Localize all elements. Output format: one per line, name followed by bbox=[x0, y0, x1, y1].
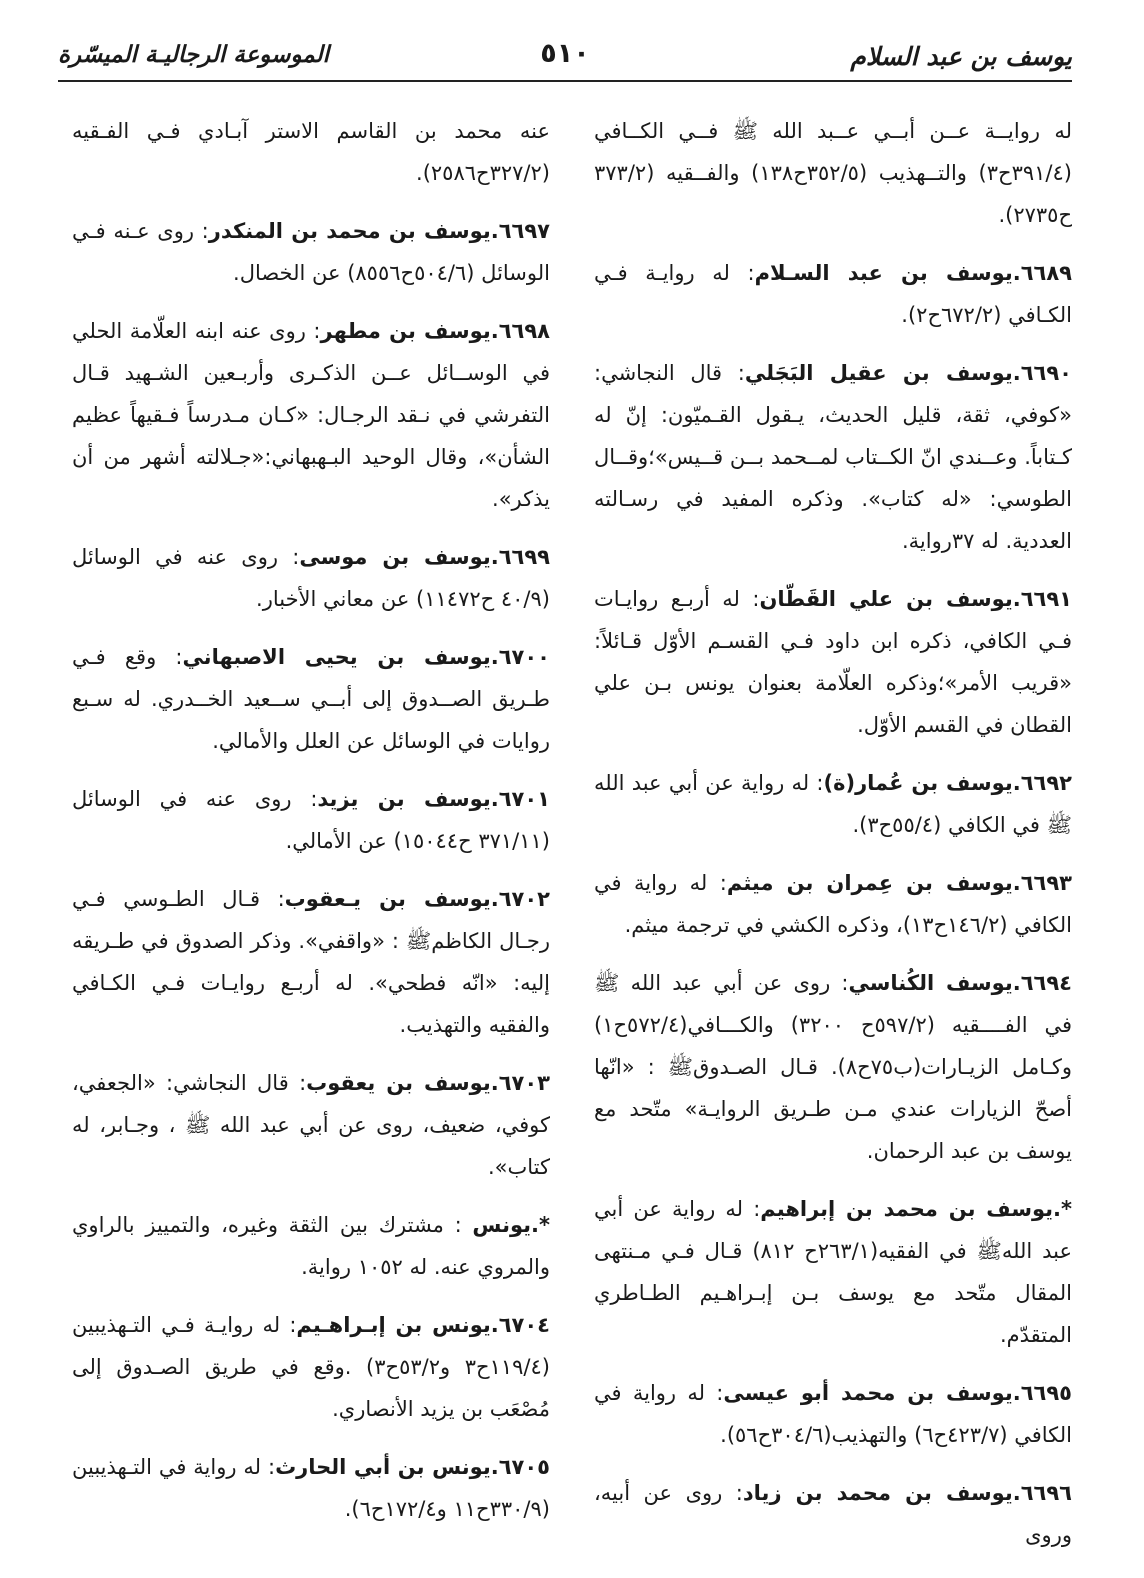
entry-number: *. bbox=[531, 1213, 550, 1237]
entry-name: يوسف الكُناسي bbox=[848, 971, 1013, 995]
right-column bbox=[594, 110, 1072, 1548]
entry-paragraph bbox=[72, 1062, 550, 1188]
entry-paragraph bbox=[594, 1372, 1072, 1456]
left-column bbox=[72, 110, 550, 1548]
entry-name: يوسف بن عقيل البَجَلي bbox=[744, 361, 1013, 385]
entry-text: : قال النجاشي: «كوفي، ثقة، قليل الحديث، يـقول القـميّون: إنّ له كـتاباً. وعــندي انّ الكــتاب لمــحمد بــن قــيس»؛وقــال الطوسي: «له كتاب». وذكره المفيد في رسـالته العددية. له ٣٧رواية. bbox=[594, 361, 1072, 553]
entry-text: : قـال الطـوسي فـي رجـال الكاظمﷺ : «واقفي». وذكر الصدوق في طـريقه إليه: «انّه فطحي». له أربـع روايـات فـي الكـافي والفقيه والتهذيب. bbox=[72, 887, 550, 1037]
page-header bbox=[58, 38, 1072, 82]
entry-paragraph bbox=[594, 352, 1072, 562]
entry-paragraph bbox=[594, 252, 1072, 336]
entry-name: يوسف بن يحيى الاصبهاني bbox=[182, 645, 491, 669]
entry-text: : روى عن أبي عبد الله ﷺ في الفــــقيه (٥٩٧/٢ح ٣٢٠٠) والكـــافي(٥٧٢/٤ح١) وكـامل الزيـارات(ب٧٥ح٨). قـال الصـدوقﷺ : «انّها أصحّ الزيارات عندي مـن طـريق الروايـة» متّحد مع يوسف بن عبد الرحمان. bbox=[594, 971, 1072, 1163]
entry-text: : له روايـة فـي الكـافي (٦٧٢/٢ح٢). bbox=[594, 261, 1072, 327]
entry-text: : له أربـع روايـات فـي الكافي، ذكره ابن داود فـي القسـم الأوّل قـائلاً: «قريب الأمر»؛وذكره العلّامة بعنوان يونس بـن علي القطان في القسم الأوّل. bbox=[594, 587, 1072, 737]
entry-text: : وقع فـي طـريق الصــدوق إلى أبــي ســعيد الخــدري. له سـبع روايات في الوسائل عن العلل والأمالي. bbox=[72, 645, 550, 753]
entry-paragraph bbox=[72, 210, 550, 294]
entry-number: ٦٦٩٤. bbox=[1012, 971, 1072, 995]
entry-paragraph bbox=[72, 536, 550, 620]
entry-text: : مشترك بين الثقة وغيره، والتمييز بالراوي والمروي عنه. له ١٠٥٢ رواية. bbox=[72, 1213, 550, 1279]
entry-name: يوسف بن موسى bbox=[299, 545, 491, 569]
entry-text: : روى عـنه فـي الوسائل (٥٠٤/٦ح٨٥٥٦) عن الخصال. bbox=[72, 219, 550, 285]
entry-name: يوسف بن محمد بن زياد bbox=[742, 1481, 1013, 1505]
entry-text: : له رواية في الكافي (١٤٦/٢ح١٣)، وذكره الكشي في ترجمة ميثم. bbox=[594, 871, 1072, 937]
entry-name: يوسف بن عبد السـلام bbox=[754, 261, 1013, 285]
entry-text: : قال النجاشي: «الجعفي، كوفي، ضعيف، روى عن أبي عبد الله ﷺ ، وجـابر، له كتاب». bbox=[72, 1071, 550, 1179]
entry-name: يونس بن إبـراهـيم bbox=[296, 1313, 491, 1337]
entry-name: يوسف بن مطهر bbox=[320, 319, 491, 343]
entry-text: : له رواية في الكافي (٤٢٣/٧ح٦) والتهذيب(٣٠٤/٦ح٥٦). bbox=[594, 1381, 1072, 1447]
entry-paragraph bbox=[72, 1304, 550, 1430]
entry-paragraph bbox=[594, 1188, 1072, 1356]
entry-name: يوسف بن محمد بن إبراهيم bbox=[760, 1197, 1054, 1221]
entry-name: يونس بن أبي الحارث bbox=[275, 1455, 491, 1479]
entry-paragraph bbox=[594, 762, 1072, 846]
entry-text: : روى عن أبيه، وروى bbox=[594, 1481, 1072, 1547]
entry-text: له روايــة عــن أبــي عــبد الله ﷺ فــي الكــافي (٣٩١/٤ح٣) والتــهذيب (٣٥٢/٥ح١٣٨) والفــقيه (٣٧٣/٢ ح٢٧٣٥). bbox=[594, 119, 1072, 227]
entry-text: : له رواية في التـهذيبين (٣٣٠/٩ح١١ و١٧٢/٤ح٦). bbox=[72, 1455, 550, 1521]
entry-name: يوسف بن عُمار(ة) bbox=[823, 771, 1013, 795]
entry-number: ٦٧٠٠. bbox=[490, 645, 550, 669]
entry-text: : له روايـة فـي التـهذيبين (١١٩/٤ح٣ و٥٣/٢ح٣) .وقع في طريق الصـدوق إلى مُصْعَب بن يزيد الأنصاري. bbox=[72, 1313, 550, 1421]
entry-paragraph bbox=[594, 578, 1072, 746]
entry-number: ٦٦٨٩. bbox=[1012, 261, 1072, 285]
entry-number: ٦٦٩٩. bbox=[490, 545, 550, 569]
header-book-title: الموسوعة الرجاليـة الميسّرة bbox=[58, 42, 330, 68]
entry-paragraph bbox=[72, 110, 550, 194]
entry-paragraph bbox=[72, 878, 550, 1046]
entry-name: يوسف بن محمد بن المنكدر bbox=[208, 219, 491, 243]
entry-paragraph bbox=[594, 862, 1072, 946]
entry-paragraph bbox=[72, 1204, 550, 1288]
entry-number: ٦٦٩٣. bbox=[1012, 871, 1072, 895]
entry-number: ٦٦٩٢. bbox=[1012, 771, 1072, 795]
entry-paragraph bbox=[594, 110, 1072, 236]
entry-number: ٦٦٩٨. bbox=[490, 319, 550, 343]
entry-number: ٦٦٩١. bbox=[1012, 587, 1072, 611]
entry-number: ٦٦٩٦. bbox=[1012, 1481, 1072, 1505]
entry-paragraph bbox=[594, 962, 1072, 1172]
entry-paragraph bbox=[72, 636, 550, 762]
entry-paragraph bbox=[72, 1446, 550, 1530]
entry-number: *. bbox=[1053, 1197, 1072, 1221]
entry-text: : روى عنه في الوسائل (٣٧١/١١ ح١٥٠٤٤) عن الأمالي. bbox=[72, 787, 550, 853]
entry-text: : له رواية عن أبي عبد اللهﷺ في الفقيه(٢٦٣/١ح ٨١٢) قـال فـي مـنتهى المقال متّحد مع يوسف بـن إبـراهـيم الطـاطري المتقدّم. bbox=[594, 1197, 1072, 1347]
page-number: ٥١٠ bbox=[540, 38, 590, 69]
entry-number: ٦٧٠٢. bbox=[490, 887, 550, 911]
entry-name: يونس bbox=[472, 1213, 532, 1237]
entry-text: : روى عنه في الوسائل (٤٠/٩ ح١١٤٧٢) عن معاني الأخبار. bbox=[72, 545, 550, 611]
entry-paragraph bbox=[594, 1472, 1072, 1548]
entry-number: ٦٦٩٥. bbox=[1012, 1381, 1072, 1405]
entry-paragraph bbox=[72, 310, 550, 520]
entry-number: ٦٦٩٧. bbox=[490, 219, 550, 243]
entry-number: ٦٧٠٤. bbox=[490, 1313, 550, 1337]
entry-number: ٦٧٠٥. bbox=[490, 1455, 550, 1479]
entry-number: ٦٦٩٠. bbox=[1012, 361, 1072, 385]
entry-text: : له رواية عن أبي عبد الله ﷺ في الكافي (٥٥/٤ح٣). bbox=[594, 771, 1072, 837]
entry-text: عنه محمد بن القاسم الاستر آبـادي فـي الفـقيه (٣٢٧/٢ح٢٥٨٦). bbox=[72, 119, 550, 185]
entry-name: يوسف بن محمد أبو عيسى bbox=[723, 1381, 1013, 1405]
entry-number: ٦٧٠٣. bbox=[490, 1071, 550, 1095]
entry-name: يوسف بن يـعقوب bbox=[284, 887, 491, 911]
entry-paragraph bbox=[72, 778, 550, 862]
header-entry-title: يوسف بن عبد السلام bbox=[850, 42, 1072, 71]
entry-name: يوسف بن عِمران بن ميثم bbox=[726, 871, 1013, 895]
entry-name: يوسف بن يعقوب bbox=[306, 1071, 491, 1095]
entry-name: يوسف بن علي القَطّان bbox=[759, 587, 1013, 611]
entry-name: يوسف بن يزيد bbox=[317, 787, 491, 811]
entry-number: ٦٧٠١. bbox=[490, 787, 550, 811]
entry-text: : روى عنه ابنه العلّامة الحلي في الوســائل عــن الذكـرى وأربـعين الشـهيد قـال التفرشي في نـقد الرجـال: «كـان مـدرساً فـقيهاً عظيم الشأن»، وقال الوحيد البـهبهاني:«جـلالته أشهر من أن يذكر». bbox=[72, 319, 550, 511]
